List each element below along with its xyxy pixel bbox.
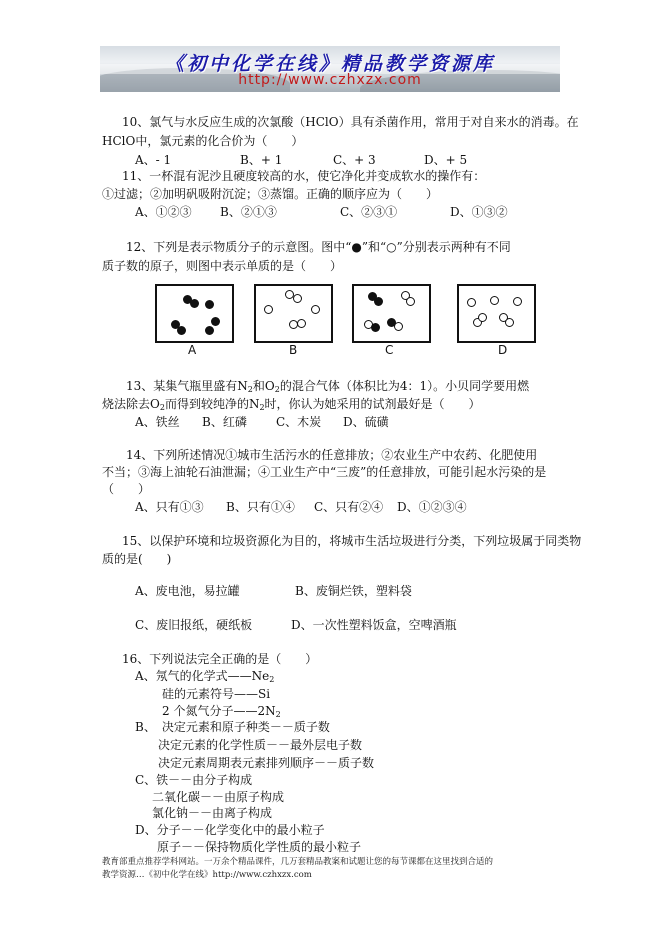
q12-stem-line1: 12、下列是表示物质分子的示意图。图中“●”和“○”分别表示两种有不同	[126, 240, 511, 254]
diagram-box-c	[352, 284, 431, 343]
q14-stem-line3: （ ）	[102, 482, 151, 496]
footer-url-link[interactable]: http://www.czhxzx.com	[212, 870, 312, 880]
filled-atom-icon	[374, 297, 383, 306]
diagram-label-c: C	[385, 343, 394, 357]
footer-text: 教学资源…《初中化学在线》	[102, 870, 213, 880]
q16-option-d-line2: 原子－－保持物质化学性质的最小粒子	[157, 840, 362, 854]
q13-stem-line1: 13、某集气瓶里盛有$N_2$和$O_2$的混合气体（体积比为4：1）。小贝同学要用燃	[126, 379, 530, 394]
q16-option-b-line2: 决定元素的化学性质－－最外层电子数	[158, 738, 363, 752]
q16-option-a-line2: 硅的元素符号——Si	[162, 687, 271, 701]
filled-atom-icon	[205, 300, 214, 309]
hollow-atom-icon	[513, 297, 522, 306]
q11-option-d: D、①③②	[450, 205, 508, 219]
q16-option-a-line3: 2 个氮气分子$——2N_2$	[162, 704, 281, 719]
q14-stem-line1: 14、下列所述情况①城市生活污水的任意排放；②农业生产中农药、化肥使用	[126, 448, 538, 462]
q15-option-c: C、废旧报纸，硬纸板	[135, 618, 253, 632]
q15-option-d: D、一次性塑料饭盒，空啤酒瓶	[291, 618, 457, 632]
q14-stem-line2: 不当；③海上油轮石油泄漏；④工业生产中“三废”的任意排放，可能引起水污染的是	[102, 465, 547, 479]
hollow-atom-icon	[311, 305, 320, 314]
hollow-atom-icon	[394, 322, 403, 331]
filled-atom-icon	[190, 299, 199, 308]
header-banner	[100, 46, 560, 92]
q16-option-a-line1: A、氖气的化学式$——Ne_2$	[135, 669, 275, 684]
q10-option-d: D、+ 5	[424, 153, 468, 167]
hollow-atom-icon	[478, 313, 487, 322]
q11-option-b: B、②①③	[220, 205, 277, 219]
hollow-atom-icon	[490, 296, 499, 305]
q15-option-a: A、废电池，易拉罐	[135, 584, 240, 598]
q15-stem-line1: 15、以保护环境和垃圾资源化为目的，将城市生活垃圾进行分类，下列垃圾属于同类物	[122, 534, 582, 548]
q15-option-b: B、废铜烂铁，塑料袋	[295, 584, 412, 598]
q16-option-d-line1: D、分子－－化学变化中的最小粒子	[135, 823, 325, 837]
q10-stem-line1: 10、氯气与水反应生成的次氯酸（HClO）具有杀菌作用，常用于对自来水的消毒。在	[122, 115, 579, 129]
hollow-atom-icon	[293, 294, 302, 303]
diagram-box-d	[457, 284, 536, 343]
q13-stem-line2: 烧法除去$O_2$而得到较纯净的$N_2$时，你认为她采用的试剂最好是（ ）	[102, 397, 481, 412]
q14-option-c: C、只有②④	[314, 500, 384, 514]
diagram-label-a: A	[188, 343, 197, 357]
hollow-atom-icon	[406, 297, 415, 306]
footer-line2	[102, 869, 312, 881]
q11-stem-line1: 11、一杯混有泥沙且硬度较高的水，使它净化并变成软水的操作有：	[122, 169, 486, 183]
diagram-label-d: D	[498, 343, 508, 357]
filled-atom-icon	[205, 326, 214, 335]
q12-stem-line2: 质子数的原子，则图中表示单质的是（ ）	[102, 259, 343, 273]
q14-option-b: B、只有①④	[226, 500, 295, 514]
q11-option-c: C、②③①	[340, 205, 398, 219]
q16-stem: 16、下列说法完全正确的是（ ）	[122, 652, 318, 666]
q14-option-d: D、①②③④	[397, 500, 467, 514]
q13-option-c: C、木炭	[276, 415, 322, 429]
hollow-atom-icon	[297, 319, 306, 328]
q13-option-d: D、硫磺	[343, 415, 389, 429]
q16-option-c-line3: 氯化钠－－由离子构成	[152, 806, 273, 820]
diagram-box-b	[254, 284, 333, 343]
diagram-box-a	[155, 284, 234, 343]
diagram-label-b: B	[289, 343, 298, 357]
q11-stem-line2: ①过滤；②加明矾吸附沉淀；③蒸馏。正确的顺序应为（ ）	[102, 187, 439, 201]
q13-option-a: A、铁丝	[135, 415, 180, 429]
q11-option-a: A、①②③	[135, 205, 192, 219]
hollow-atom-icon	[264, 305, 273, 314]
q13-option-b: B、红磷	[202, 415, 247, 429]
footer-line1: 教育部重点推荐学科网站。一万余个精品课件，几万套精品教案和试题让您的每节课都在这里找到合适的	[102, 857, 494, 867]
q16-option-b-line3: 决定元素周期表元素排列顺序－－质子数	[158, 756, 375, 770]
filled-atom-icon	[211, 317, 220, 326]
filled-atom-icon	[371, 323, 380, 332]
q10-option-a: A、- 1	[135, 153, 172, 167]
q10-option-b: B、+ 1	[240, 153, 283, 167]
banner-title: 《初中化学在线》精品教学资源库	[164, 53, 495, 75]
filled-atom-icon	[177, 326, 186, 335]
hollow-atom-icon	[467, 298, 476, 307]
hollow-atom-icon	[505, 318, 514, 327]
q16-option-b-line1: B、 决定元素和原子种类－－质子数	[135, 720, 330, 734]
q10-stem-line2: HClO中，氯元素的化合价为（ ）	[102, 134, 304, 148]
q16-option-c-line2: 二氧化碳－－由原子构成	[152, 790, 285, 804]
banner-url-link[interactable]: http://www.czhxzx.com	[238, 72, 422, 88]
q10-option-c: C、+ 3	[333, 153, 376, 167]
q16-option-c-line1: C、铁－－由分子构成	[135, 773, 253, 787]
q14-option-a: A、只有①③	[135, 500, 204, 514]
q15-stem-line2: 质的是( )	[102, 552, 172, 566]
